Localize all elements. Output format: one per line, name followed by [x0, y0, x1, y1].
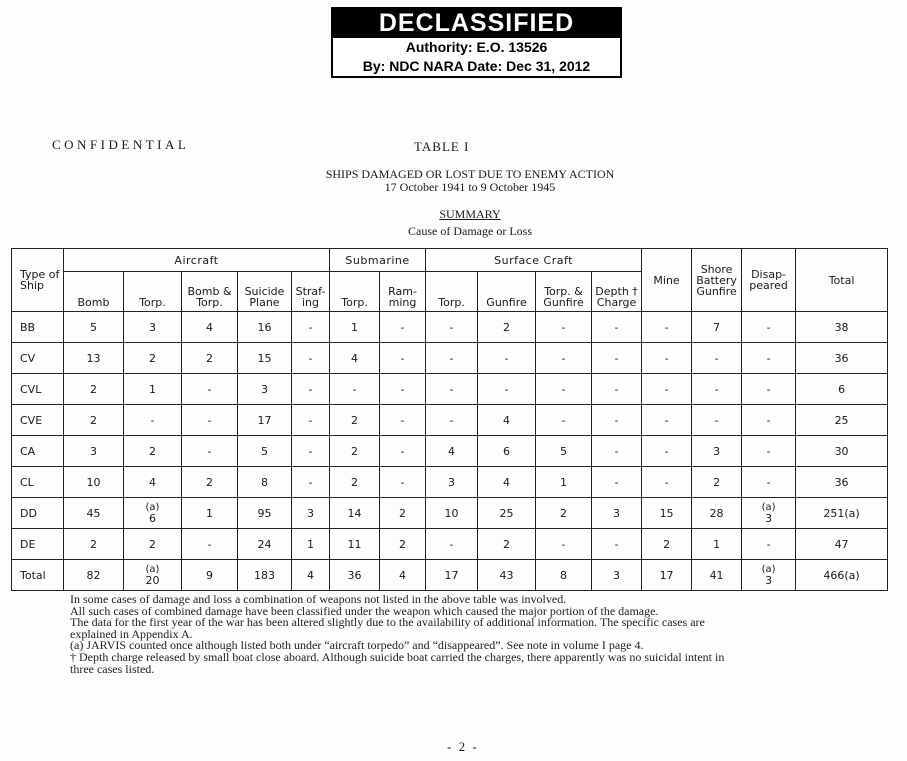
table-cell: -	[742, 374, 796, 405]
table-cell: 2	[124, 436, 182, 467]
table-cell: -	[592, 312, 642, 343]
table-cell: 47	[796, 529, 888, 560]
table-cell: -	[292, 436, 330, 467]
table-cell: 2	[692, 467, 742, 498]
table-cell: 2	[380, 498, 426, 529]
ship-type-cell: CA	[12, 436, 64, 467]
footnote-mark: (a)	[145, 563, 160, 575]
table-cell: -	[742, 405, 796, 436]
date-range: 17 October 1941 to 9 October 1945	[384, 180, 556, 194]
table-cell: -	[592, 467, 642, 498]
table-cell: 3	[238, 374, 292, 405]
stamp-title: DECLASSIFIED	[333, 9, 620, 38]
table-cell: -	[592, 405, 642, 436]
table-cell: 2	[330, 405, 380, 436]
table-row	[12, 467, 888, 498]
table-cell: -	[742, 312, 796, 343]
damage-summary-table	[11, 248, 888, 591]
table-cell: 5	[64, 312, 124, 343]
table-cell: 1	[182, 498, 238, 529]
table-cell: 14	[330, 498, 380, 529]
table-cell: -	[426, 374, 478, 405]
ship-type-cell: CL	[12, 467, 64, 498]
table-row	[12, 529, 888, 560]
summary-heading: SUMMARY	[439, 207, 501, 221]
table-cell: -	[380, 312, 426, 343]
table-cell: -	[742, 436, 796, 467]
footnote-paragraph: All such cases of combined damage have been classified under the weapon which caused the major portion of the damage.	[70, 603, 659, 618]
table-cell: -	[380, 405, 426, 436]
table-cell: 25	[796, 405, 888, 436]
table-cell: -	[742, 529, 796, 560]
stamp-by: By: NDC NARA Date: Dec 31, 2012	[362, 58, 591, 74]
table-cell: 43	[478, 560, 536, 591]
table-cell: 251(a)	[796, 498, 888, 529]
header-disappeared: Disap-peared	[742, 249, 796, 312]
table-cell: -	[592, 343, 642, 374]
ship-type-cell: CVE	[12, 405, 64, 436]
table-cell: 36	[330, 560, 380, 591]
table-cell: 16	[238, 312, 292, 343]
subheader-cell: Suicide Plane	[238, 272, 292, 312]
table-cell: 1	[692, 529, 742, 560]
table-cell: 1	[536, 467, 592, 498]
table-cell: 28	[692, 498, 742, 529]
cell-value: 3	[765, 573, 773, 587]
table-cell: -	[592, 374, 642, 405]
subheader-cell: Ram-ming	[380, 272, 426, 312]
footnote-mark: (a)	[761, 501, 776, 513]
table-cell: -	[536, 312, 592, 343]
table-cell: 3	[592, 560, 642, 591]
table-cell: -	[182, 529, 238, 560]
table-cell: -	[592, 529, 642, 560]
footnote-paragraph: † Depth charge released by small boat close aboard. Although suicide boat carried the charges, there apparently was no suicidal intent in three cases listed.	[70, 649, 725, 676]
cell-value: 3	[765, 511, 773, 525]
table-row	[12, 436, 888, 467]
table-cell: 30	[796, 436, 888, 467]
table-cell: -	[536, 343, 592, 374]
table-cell: -	[330, 374, 380, 405]
table-cell: 10	[426, 498, 478, 529]
footnote-paragraph: The data for the first year of the war has been altered slightly due to the availability of additional information. The specific cases are explained in Appendix A.	[70, 615, 705, 641]
table-cell: 4	[124, 467, 182, 498]
table-row	[12, 560, 888, 591]
table-cell: 2	[330, 467, 380, 498]
table-cell: 9	[182, 560, 238, 591]
table-row	[12, 312, 888, 343]
table-cell: 1	[330, 312, 380, 343]
table-cell: 4	[478, 467, 536, 498]
ship-type-cell: Total	[12, 560, 64, 591]
table-cell: 17	[426, 560, 478, 591]
table-cell: 36	[796, 467, 888, 498]
table-cell: -	[292, 405, 330, 436]
subheader-cell: Torp.	[330, 272, 380, 312]
table-cell: 11	[330, 529, 380, 560]
subheader-cell: Torp.	[426, 272, 478, 312]
table-cell: 25	[478, 498, 536, 529]
table-cell: 3	[692, 436, 742, 467]
subheader-cell: Straf-ing	[292, 272, 330, 312]
table-cell: 45	[64, 498, 124, 529]
table-cell: 2	[536, 498, 592, 529]
table-row	[12, 405, 888, 436]
table-cell	[742, 560, 796, 591]
table-cell: -	[742, 343, 796, 374]
table-cell: -	[692, 405, 742, 436]
table-cell: 17	[642, 560, 692, 591]
table-title: SHIPS DAMAGED OR LOST DUE TO ENEMY ACTION	[325, 167, 615, 181]
table-row	[12, 374, 888, 405]
table-cell: -	[692, 374, 742, 405]
declassified-stamp	[331, 7, 622, 78]
subheader-cell: Depth † Charge	[592, 272, 642, 312]
table-cell: -	[292, 467, 330, 498]
table-cell: 2	[124, 529, 182, 560]
subheader-cell: Gunfire	[478, 272, 536, 312]
table-cell: 15	[238, 343, 292, 374]
table-cell: 2	[64, 529, 124, 560]
table-cell	[124, 560, 182, 591]
subheader-cell: Torp.	[124, 272, 182, 312]
table-cell: 2	[478, 529, 536, 560]
table-cell: 8	[536, 560, 592, 591]
table-cell: 183	[238, 560, 292, 591]
table-cell: -	[642, 467, 692, 498]
header-type-of-ship: Type of Ship	[12, 249, 64, 312]
table-cell: 13	[64, 343, 124, 374]
table-cell: -	[292, 343, 330, 374]
table-cell: 1	[124, 374, 182, 405]
table-cell: -	[642, 343, 692, 374]
table-cell: -	[592, 436, 642, 467]
cell-value: 6	[149, 511, 156, 525]
footnote-paragraph: In some cases of damage and loss a combination of weapons not listed in the above table was involved.	[70, 592, 567, 606]
table-cell: 3	[64, 436, 124, 467]
classification-label: CONFIDENTIAL	[52, 137, 190, 152]
table-row	[12, 498, 888, 529]
stamp-authority: Authority: E.O. 13526	[405, 39, 548, 55]
table-cell: -	[380, 467, 426, 498]
table-cell: 2	[64, 405, 124, 436]
table-cell: 4	[182, 312, 238, 343]
table-cell: -	[182, 436, 238, 467]
table-cell: -	[380, 343, 426, 374]
table-cell: 4	[330, 343, 380, 374]
table-cell: -	[478, 374, 536, 405]
footnotes	[70, 594, 750, 675]
table-cell: -	[292, 374, 330, 405]
ship-type-cell: DE	[12, 529, 64, 560]
table-cell: 36	[796, 343, 888, 374]
table-cell: 2	[380, 529, 426, 560]
subheader-cell: Torp. & Gunfire	[536, 272, 592, 312]
subheader-cell: Bomb	[64, 272, 124, 312]
table-cell: 466(a)	[796, 560, 888, 591]
table-cell: 8	[238, 467, 292, 498]
table-cell: 2	[124, 343, 182, 374]
table-cell: 3	[592, 498, 642, 529]
table-cell: 17	[238, 405, 292, 436]
table-cell: -	[380, 374, 426, 405]
table-cell: 3	[124, 312, 182, 343]
subheader-cell: Bomb & Torp.	[182, 272, 238, 312]
page-number: - 2 -	[447, 739, 479, 754]
table-cell: 1	[292, 529, 330, 560]
footnote-mark: (a)	[145, 501, 160, 513]
table-cell: -	[182, 374, 238, 405]
table-cell: -	[426, 529, 478, 560]
table-cell: 2	[642, 529, 692, 560]
table-cell: 24	[238, 529, 292, 560]
ship-type-cell: DD	[12, 498, 64, 529]
table-cell: 5	[536, 436, 592, 467]
table-number: TABLE I	[414, 139, 470, 154]
table-cell: 7	[692, 312, 742, 343]
header-surface-craft: Surface Craft	[426, 249, 642, 272]
cell-value: 20	[145, 573, 160, 587]
table-cell: -	[536, 374, 592, 405]
header-submarine: Submarine	[330, 249, 426, 272]
footnote-paragraph: (a) JARVIS counted once although listed both under “aircraft torpedo” and “disappeared”. See note in volume I page 4.	[70, 638, 644, 653]
table-cell: 2	[64, 374, 124, 405]
table-cell: -	[536, 405, 592, 436]
table-cell: -	[742, 467, 796, 498]
table-cell: 10	[64, 467, 124, 498]
header-aircraft: Aircraft	[64, 249, 330, 272]
table-cell: -	[426, 312, 478, 343]
table-cell: -	[182, 405, 238, 436]
table-cell: 95	[238, 498, 292, 529]
table-cell: 2	[182, 343, 238, 374]
ship-type-cell: CV	[12, 343, 64, 374]
ship-type-cell: CVL	[12, 374, 64, 405]
table-row	[12, 343, 888, 374]
table-cell: -	[642, 312, 692, 343]
table-cell: 6	[796, 374, 888, 405]
table-cell: -	[692, 343, 742, 374]
table-cell: 4	[292, 560, 330, 591]
table-cell: -	[642, 374, 692, 405]
header-shore-battery: Shore Battery Gunfire	[692, 249, 742, 312]
table-subtitle: Cause of Damage or Loss	[408, 224, 532, 238]
table-cell: 2	[478, 312, 536, 343]
ship-type-cell: BB	[12, 312, 64, 343]
table-cell: -	[426, 405, 478, 436]
table-cell: -	[124, 405, 182, 436]
header-mine: Mine	[642, 249, 692, 312]
table-cell: 3	[426, 467, 478, 498]
table-cell: -	[292, 312, 330, 343]
table-cell: -	[478, 343, 536, 374]
header-total: Total	[796, 249, 888, 312]
table-cell: 38	[796, 312, 888, 343]
table-cell: 4	[478, 405, 536, 436]
table-cell	[124, 498, 182, 529]
table-cell: 82	[64, 560, 124, 591]
table-cell: 3	[292, 498, 330, 529]
table-cell	[742, 498, 796, 529]
table-cell: -	[642, 436, 692, 467]
table-cell: 2	[182, 467, 238, 498]
footnote-mark: (a)	[761, 563, 776, 575]
table-cell: -	[426, 343, 478, 374]
table-cell: 5	[238, 436, 292, 467]
table-cell: 2	[330, 436, 380, 467]
table-cell: -	[380, 436, 426, 467]
table-cell: 15	[642, 498, 692, 529]
table-cell: -	[642, 405, 692, 436]
table-cell: 4	[380, 560, 426, 591]
table-cell: 41	[692, 560, 742, 591]
table-cell: 6	[478, 436, 536, 467]
table-cell: 4	[426, 436, 478, 467]
table-cell: -	[536, 529, 592, 560]
